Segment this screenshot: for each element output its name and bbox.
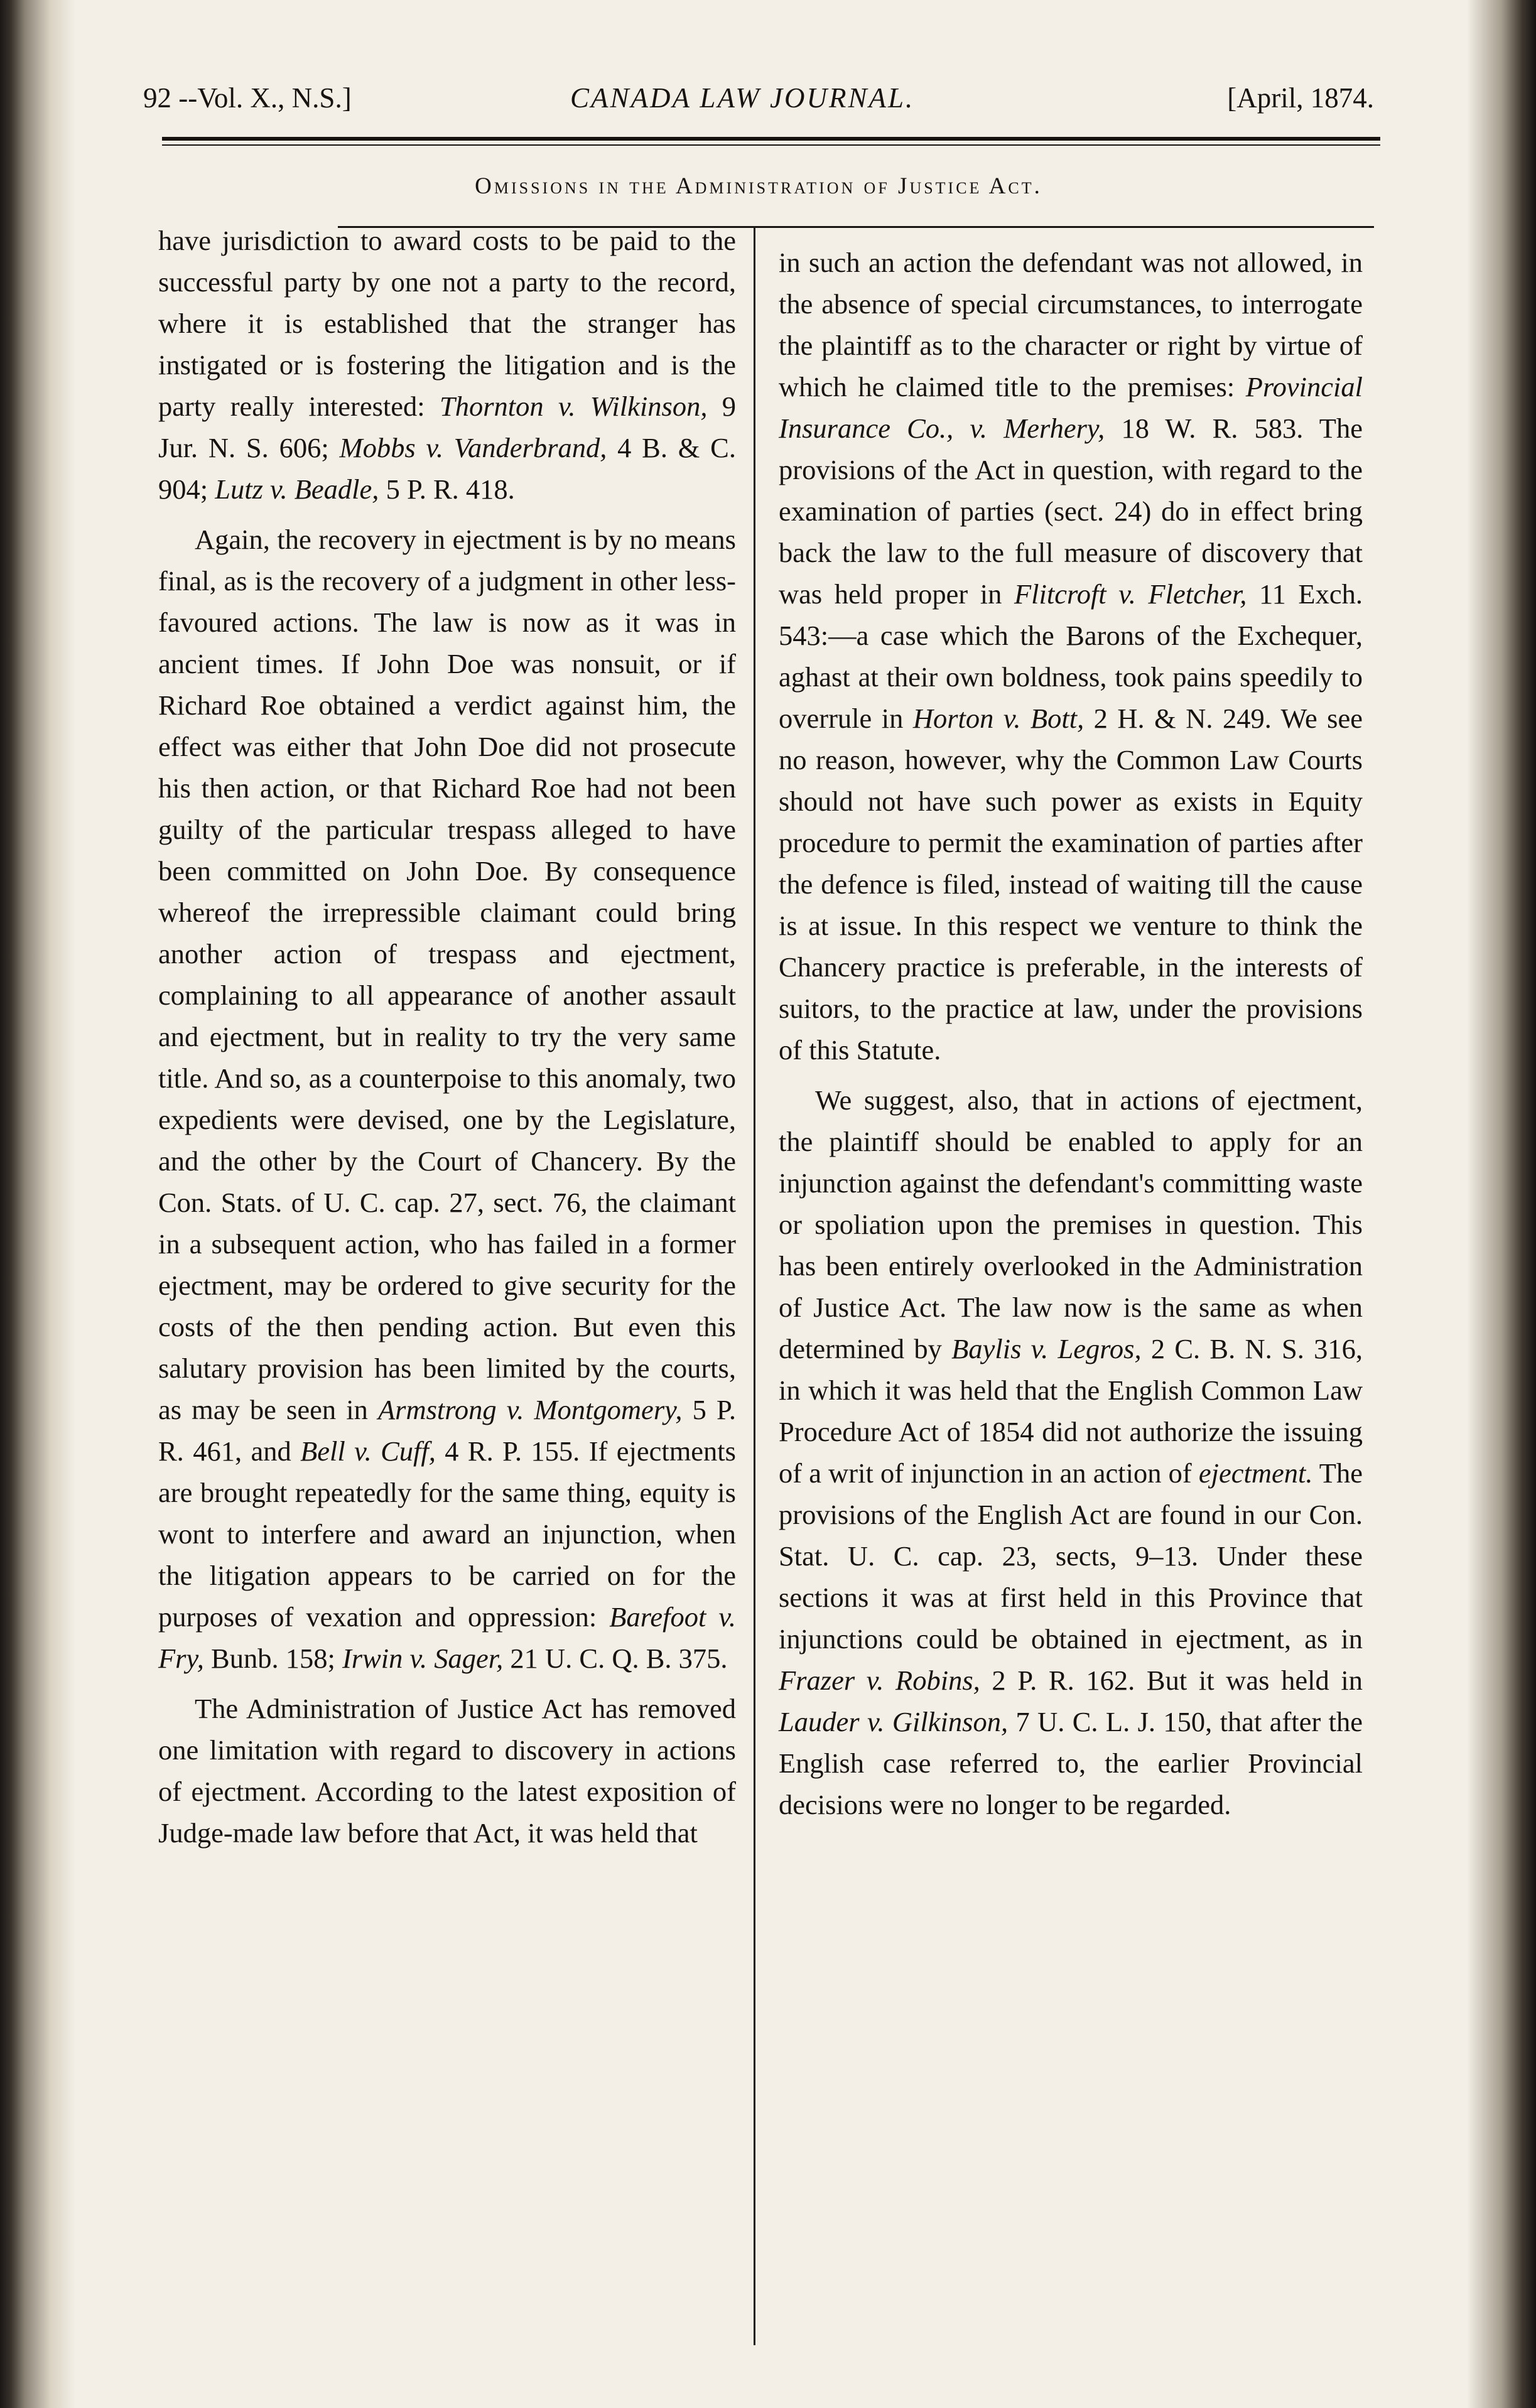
scan-shadow-right <box>1467 0 1536 2408</box>
header-rule-thin <box>162 144 1380 146</box>
paragraph: We suggest, also, that in actions of ejectment, the plaintiff should be enabled to apply for an injunction against the defendant's committing waste or spoliation upon the premises in question. This has been entirely overlooked in the Administration of Justice Act. The law now is the same as when determined by Baylis v. Legros, 2 C. B. N. S. 316, in which it was held that the English Common Law Procedure Act of 1854 did not authorize the issuing of a writ of injunction in an action of ejectment. The provisions of the English Act are found in our Con. Stat. U. C. cap. 23, sects, 9–13. Under these sections it was at first held in this Province that injunctions could be obtained in ejectment, as in Frazer v. Robins, 2 P. R. 162. But it was held in Lauder v. Gilkinson, 7 U. C. L. J. 150, that after the English case referred to, the earlier Provincial decisions were no longer to be regarded. <box>779 1084 1363 1820</box>
issue-date: [April, 1874. <box>1227 82 1374 114</box>
right-column <box>779 242 1363 1834</box>
case-citation: Baylis v. Legros, <box>951 1333 1142 1364</box>
case-citation: Armstrong v. Montgomery, <box>377 1394 683 1425</box>
paragraph: have jurisdiction to award costs to be paid to the successful party by one not a party to the record, where it is established that the stranger has instigated or is fostering the litigation and is the party really interested: Thornton v. Wilkinson, 9 Jur. N. S. 606; Mobbs v. Vanderbrand, 4 B. & C. 904; Lutz v. Beadle, 5 P. R. 418. <box>158 225 737 505</box>
article-title: Omissions in the Administration of Justice Act. <box>475 173 1042 199</box>
column-divider <box>754 226 755 2345</box>
case-citation: Lauder v. Gilkinson, <box>779 1706 1009 1737</box>
case-citation: Bell v. Cuff, <box>300 1435 436 1467</box>
emphasis: ejectment. <box>1198 1457 1313 1489</box>
running-head <box>143 82 1374 132</box>
volume-page-label: 92 --Vol. X., N.S.] <box>143 82 352 114</box>
header-rule-thick <box>162 137 1380 141</box>
case-citation: Provincial Insurance Co., v. Merhery, <box>779 371 1363 444</box>
case-citation: Lutz v. Beadle, <box>215 473 379 505</box>
case-citation: Horton v. Bott, <box>912 703 1084 734</box>
paragraph: in such an action the defendant was not allowed, in the absence of special circumstances, to interrogate the plaintiff as to the character or right by virtue of which he claimed title to the premises: Provincial Insurance Co., v. Merhery, 18 W. R. 583. The provisions of the Act in question, with regard to the examination of parties (sect. 24) do in effect bring back the law to the full measure of discovery that was held proper in Flitcroft v. Fletcher, 11 Exch. 543:—a case which the Barons of the Exchequer, aghast at their own boldness, took pains speedily to overrule in Horton v. Bott, 2 H. & N. 249. We see no reason, however, why the Common Law Courts should not have such power as exists in Equity procedure to permit the examination of parties after the defence is filed, instead of waiting till the cause is at issue. In this respect we venture to think the Chancery practice is preferable, in the interests of suitors, to the practice at law, under the provisions of this Statute. <box>779 247 1363 1066</box>
left-column <box>158 220 736 1862</box>
case-citation: Thornton v. Wilkinson, <box>439 391 708 422</box>
case-citation: Frazer v. Robins, <box>779 1665 980 1696</box>
paragraph: Again, the recovery in ejectment is by no means final, as is the recovery of a judgment in other less-favoured actions. The law is now as it was in ancient times. If John Doe was nonsuit, or if Richard Roe obtained a verdict against him, the effect was either that John Doe did not prosecute his then action, or that Richard Roe had not been guilty of the particular trespass alleged to have been committed on John Doe. By consequence whereof the irrepressible claimant could bring another action of trespass and ejectment, complaining to all appearance of another assault and ejectment, but in reality to try the very same title. And so, as a counterpoise to this anomaly, two expedients were devised, one by the Legislature, and the other by the Court of Chancery. By the Con. Stats. of U. C. cap. 27, sect. 76, the claimant in a subsequent action, who has failed in a former ejectment, may be ordered to give security for the costs of the then pending action. But even this salutary provision has been limited by the courts, as may be seen in Armstrong v. Montgomery, 5 P. R. 461, and Bell v. Cuff, 4 R. P. 155. If ejectments are brought repeatedly for the same thing, equity is wont to interfere and award an injunction, when the litigation appears to be carried on for the purposes of vexation and oppression: Barefoot v. Fry, Bunb. 158; Irwin v. Sager, 21 U. C. Q. B. 375. <box>158 524 736 1674</box>
journal-title: CANADA LAW JOURNAL. <box>570 82 915 114</box>
paragraph: The Administration of Justice Act has removed one limitation with regard to discovery in actions of ejectment. According to the latest exposition of Judge-made law before that Act, it was held that <box>158 1693 736 1849</box>
case-citation: Irwin v. Sager, <box>342 1643 504 1674</box>
case-citation: Barefoot v. Fry, <box>158 1601 736 1674</box>
case-citation: Flitcroft v. Fletcher, <box>1014 578 1247 610</box>
case-citation: Mobbs v. Vanderbrand, <box>339 432 607 463</box>
scan-shadow-left <box>0 0 75 2408</box>
